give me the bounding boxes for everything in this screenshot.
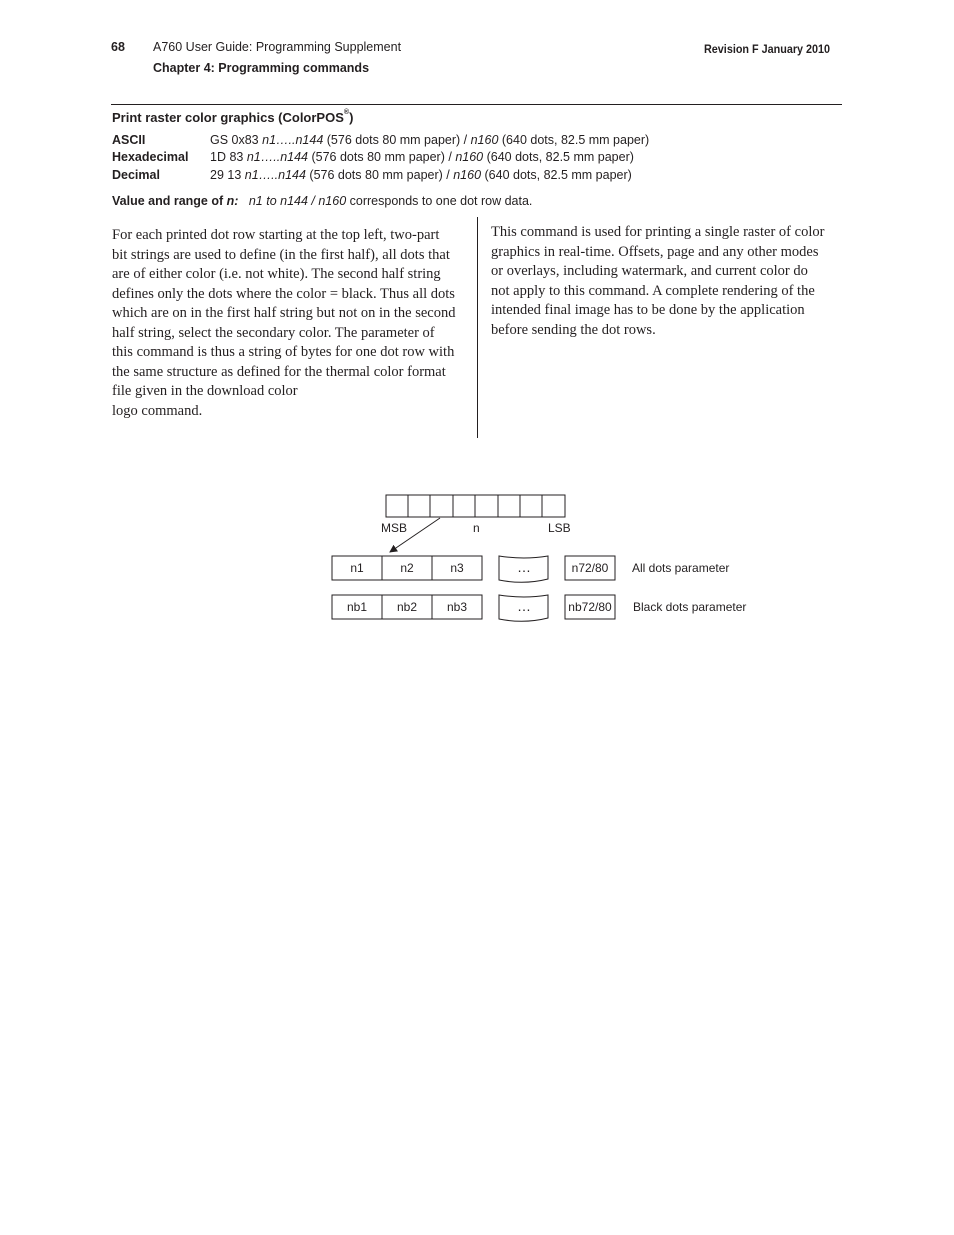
text-line: which are on in the first half string but not on in the second — [112, 305, 456, 321]
guide-title: A760 User Guide: Programming Supplement — [153, 40, 402, 54]
text-line: half string, select the secondary color. The parameter of — [112, 324, 435, 341]
code-param-first: n1 — [246, 150, 261, 164]
code-end: (640 dots, 82.5 mm paper) — [483, 150, 634, 164]
text-line: intended final image has to be done by the application — [491, 302, 805, 318]
value-range-label: Value and range of — [112, 194, 227, 208]
msb-label: MSB — [381, 521, 408, 535]
text-line: logo command. — [112, 402, 203, 419]
black-dots-row — [332, 595, 746, 621]
text-line: or overlays, including watermark, and current color do — [491, 263, 808, 279]
section-title-end: ) — [349, 110, 354, 125]
code-end: (640 dots, 82.5 mm paper) — [498, 133, 650, 147]
n-label: n — [473, 521, 480, 535]
text-line: graphics in real-time. Offsets, page and any other modes — [491, 243, 819, 260]
cell-nb3: nb3 — [446, 600, 468, 614]
code-prefix: 29 13 — [210, 168, 245, 182]
code-mid: (576 dots 80 mm paper) / — [323, 133, 471, 147]
code-ellipsis: ….. — [276, 133, 296, 147]
ellipsis-text: … — [517, 598, 531, 614]
section-title-text: Print raster color graphics (ColorPOS — [112, 110, 344, 125]
code-param-first: n1 — [262, 133, 277, 147]
text-line: before sending the dot rows. — [491, 321, 656, 338]
text-line: For each printed dot row starting at the top left, two-part — [112, 227, 440, 243]
code-label-decimal: Decimal — [112, 168, 160, 182]
text-line: the same structure as defined for the thermal color format — [112, 363, 446, 380]
cell-nb1: nb1 — [346, 600, 368, 614]
cell-n3: n3 — [450, 561, 464, 575]
code-end: (640 dots, 82.5 mm paper) — [481, 168, 632, 182]
lsb-label: LSB — [548, 521, 571, 535]
text-line: file given in the download color — [112, 383, 298, 399]
code-label-hex: Hexadecimal — [112, 150, 189, 164]
code-mid: (576 dots 80 mm paper) / — [308, 150, 456, 164]
byte-bit-cells — [386, 495, 565, 517]
text-line: not apply to this command. A complete rendering of the — [491, 282, 815, 299]
chapter-title: Chapter 4: Programming commands — [153, 61, 370, 75]
registered-mark: ® — [343, 109, 350, 116]
code-param-640: n160 — [455, 150, 484, 164]
code-prefix: GS 0x83 — [210, 133, 263, 147]
code-ellipsis: ….. — [258, 168, 279, 182]
code-param-640: n160 — [453, 168, 482, 182]
cell-nb2: nb2 — [396, 600, 418, 614]
text-line: this command is thus a string of bytes for one dot row with — [112, 344, 455, 360]
ellipsis-text: … — [517, 559, 531, 575]
value-range-range: n1 to n144 / n160 — [248, 194, 347, 208]
value-range-text: corresponds to one dot row data. — [346, 194, 533, 208]
code-ellipsis: ….. — [260, 150, 281, 164]
code-param-640: n160 — [470, 133, 499, 147]
all-dots-label: All dots parameter — [632, 561, 730, 575]
text-line: are of either color (i.e. not white). The second half string — [112, 266, 441, 282]
value-range-var: n: — [226, 194, 239, 208]
text-line: bit strings are used to define (in the first half), all dots that — [112, 246, 450, 263]
cell-n72-80: n72/80 — [571, 561, 609, 575]
black-dots-label: Black dots parameter — [633, 600, 747, 614]
page-number: 68 — [111, 40, 125, 54]
revision-label: Revision F January 2010 — [704, 42, 831, 56]
code-param-576: n144 — [295, 133, 324, 147]
cell-n1: n1 — [350, 561, 364, 575]
code-prefix: 1D 83 — [210, 150, 247, 164]
code-mid: (576 dots 80 mm paper) / — [305, 168, 454, 182]
all-dots-row — [332, 556, 729, 582]
cell-n2: n2 — [400, 561, 414, 575]
code-label-ascii: ASCII — [112, 133, 146, 147]
code-param-576: n144 — [278, 168, 306, 182]
text-line: defines only the dots where the color = black. Thus all dots — [112, 285, 455, 302]
text-line: This command is used for printing a single raster of color — [491, 224, 825, 240]
code-param-first: n1 — [244, 168, 259, 182]
code-param-576: n144 — [280, 150, 309, 164]
cell-nb72-80: nb72/80 — [568, 600, 612, 614]
